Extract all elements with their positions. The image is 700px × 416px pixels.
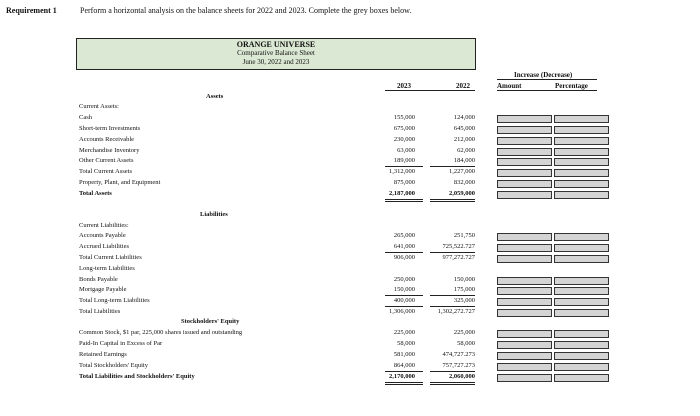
amount-input-box[interactable] (497, 148, 552, 156)
value-2023: 400,000 (393, 297, 415, 304)
amount-header-rule (497, 90, 597, 91)
value-2023: 2,187,000 (389, 190, 415, 197)
amount-input-box[interactable] (497, 330, 552, 338)
total-rule (385, 371, 423, 372)
value-2023: 63,000 (397, 147, 415, 154)
total-rule (385, 199, 423, 202)
total-rule (430, 166, 475, 167)
value-2022: 1,302,272.727 (437, 308, 475, 315)
statement-title: Comparative Balance Sheet (237, 49, 315, 57)
percentage-input-box[interactable] (554, 137, 609, 145)
row-label: Total Current Liabilities (79, 254, 142, 261)
amount-input-box[interactable] (497, 352, 552, 360)
amount-input-box[interactable] (497, 363, 552, 371)
statement-header (76, 38, 476, 70)
row-label: Retained Earnings (79, 351, 127, 358)
value-2023: 250,000 (393, 276, 415, 283)
percentage-input-box[interactable] (554, 330, 609, 338)
value-2022: 124,000 (453, 114, 475, 121)
total-rule (385, 382, 423, 385)
change-header-rule (497, 79, 597, 80)
amount-input-box[interactable] (497, 374, 552, 382)
column-header-rule (385, 90, 475, 91)
total-rule (385, 306, 423, 307)
value-2022: 225,000 (453, 329, 475, 336)
value-2022: 832,000 (453, 179, 475, 186)
statement-date: June 30, 2022 and 2023 (242, 58, 310, 66)
value-2022: 977,272.727 (442, 254, 475, 261)
value-2022: 474,727.273 (442, 351, 475, 358)
row-label: Current Liabilities: (79, 222, 129, 229)
row-label: Total Current Assets (79, 168, 132, 175)
percentage-input-box[interactable] (554, 244, 609, 252)
amount-input-box[interactable] (497, 191, 552, 199)
amount-input-box[interactable] (497, 180, 552, 188)
value-2023: 2,170,000 (389, 373, 415, 380)
value-2022: 150,000 (453, 276, 475, 283)
value-2022: 184,000 (453, 157, 475, 164)
percentage-input-box[interactable] (554, 115, 609, 123)
row-label: Merchandise Inventory (79, 147, 140, 154)
row-label: Total Assets (79, 190, 112, 197)
row-label: Short-term Investments (79, 125, 141, 132)
row-label: Other Current Assets (79, 157, 134, 164)
amount-input-box[interactable] (497, 341, 552, 349)
percentage-input-box[interactable] (554, 341, 609, 349)
value-2023: 1,306,000 (389, 308, 415, 315)
value-2023: 641,000 (393, 243, 415, 250)
column-2022-header: 2022 (456, 82, 470, 90)
percentage-input-box[interactable] (554, 309, 609, 317)
value-2023: 189,000 (393, 157, 415, 164)
row-label: Total Stockholders' Equity (79, 362, 148, 369)
amount-header: Amount (497, 82, 522, 90)
total-rule (430, 371, 475, 372)
value-2022: 1,227,000 (449, 168, 475, 175)
amount-input-box[interactable] (497, 244, 552, 252)
value-2023: 150,000 (393, 286, 415, 293)
value-2023: 906,000 (393, 254, 415, 261)
percentage-input-box[interactable] (554, 233, 609, 241)
value-2023: 58,000 (397, 340, 415, 347)
value-2022: 212,000 (453, 136, 475, 143)
total-rule (430, 382, 475, 385)
percentage-input-box[interactable] (554, 287, 609, 295)
value-2022: 58,000 (457, 340, 475, 347)
percentage-header: Percentage (555, 82, 588, 90)
row-label: Paid-In Capital in Excess of Par (79, 340, 163, 347)
amount-input-box[interactable] (497, 126, 552, 134)
row-label: Current Assets: (79, 103, 119, 110)
percentage-input-box[interactable] (554, 374, 609, 382)
value-2022: 725,522.727 (442, 243, 475, 250)
value-2022: 2,059,000 (449, 190, 475, 197)
percentage-input-box[interactable] (554, 180, 609, 188)
row-label: Property, Plant, and Equipment (79, 179, 161, 186)
percentage-input-box[interactable] (554, 363, 609, 371)
value-2022: 251,750 (453, 232, 475, 239)
percentage-input-box[interactable] (554, 158, 609, 166)
amount-input-box[interactable] (497, 309, 552, 317)
amount-input-box[interactable] (497, 137, 552, 145)
amount-input-box[interactable] (497, 169, 552, 177)
row-label: Bonds Payable (79, 276, 118, 283)
total-rule (430, 252, 475, 253)
section-equity: Stockholders' Equity (181, 318, 240, 325)
percentage-input-box[interactable] (554, 298, 609, 306)
value-2022: 2,060,000 (449, 373, 475, 380)
total-rule (385, 252, 423, 253)
section-liabilities: Liabilities (200, 211, 228, 218)
amount-input-box[interactable] (497, 233, 552, 241)
value-2022: 175,000 (453, 286, 475, 293)
row-label: Accrued Liabilities (79, 243, 129, 250)
row-label: Mortgage Payable (79, 286, 127, 293)
value-2023: 1,312,000 (389, 168, 415, 175)
percentage-input-box[interactable] (554, 277, 609, 285)
value-2023: 155,000 (393, 114, 415, 121)
row-label: Cash (79, 114, 92, 121)
amount-input-box[interactable] (497, 115, 552, 123)
total-rule (430, 295, 475, 296)
percentage-input-box[interactable] (554, 126, 609, 134)
row-label: Common Stock, $1 par, 225,000 shares issued and outstanding (79, 329, 243, 336)
percentage-input-box[interactable] (554, 148, 609, 156)
percentage-input-box[interactable] (554, 352, 609, 360)
change-header: Increase (Decrease) (514, 71, 573, 79)
value-2023: 864,000 (393, 362, 415, 369)
row-label: Accounts Receivable (79, 136, 135, 143)
amount-input-box[interactable] (497, 255, 552, 263)
requirement-label: Requirement 1 (6, 6, 57, 15)
total-rule (385, 295, 423, 296)
column-2023-header: 2023 (397, 82, 411, 90)
value-2023: 675,000 (393, 125, 415, 132)
value-2022: 757,727.273 (442, 362, 475, 369)
percentage-input-box[interactable] (554, 255, 609, 263)
value-2022: 645,000 (453, 125, 475, 132)
percentage-input-box[interactable] (554, 191, 609, 199)
value-2023: 225,000 (393, 329, 415, 336)
total-rule (385, 166, 423, 167)
amount-input-box[interactable] (497, 287, 552, 295)
row-label: Accounts Payable (79, 232, 126, 239)
section-assets: Assets (206, 93, 224, 100)
amount-input-box[interactable] (497, 298, 552, 306)
row-label: Total Liabilities and Stockholders' Equity (79, 373, 195, 380)
total-rule (430, 199, 475, 202)
amount-input-box[interactable] (497, 158, 552, 166)
value-2022: 62,000 (457, 147, 475, 154)
row-label: Total Liabilities (79, 308, 121, 315)
value-2023: 875,000 (393, 179, 415, 186)
company-name: ORANGE UNIVERSE (236, 40, 316, 49)
percentage-input-box[interactable] (554, 169, 609, 177)
value-2022: 325,000 (453, 297, 475, 304)
total-rule (430, 306, 475, 307)
row-label: Long-term Liabilities (79, 265, 135, 272)
value-2023: 581,000 (393, 351, 415, 358)
value-2023: 230,000 (393, 136, 415, 143)
row-label: Total Long-term Liabilities (79, 297, 150, 304)
value-2023: 265,000 (393, 232, 415, 239)
amount-input-box[interactable] (497, 277, 552, 285)
instruction-text: Perform a horizontal analysis on the balance sheets for 2022 and 2023. Complete the grey boxes below. (80, 6, 412, 15)
